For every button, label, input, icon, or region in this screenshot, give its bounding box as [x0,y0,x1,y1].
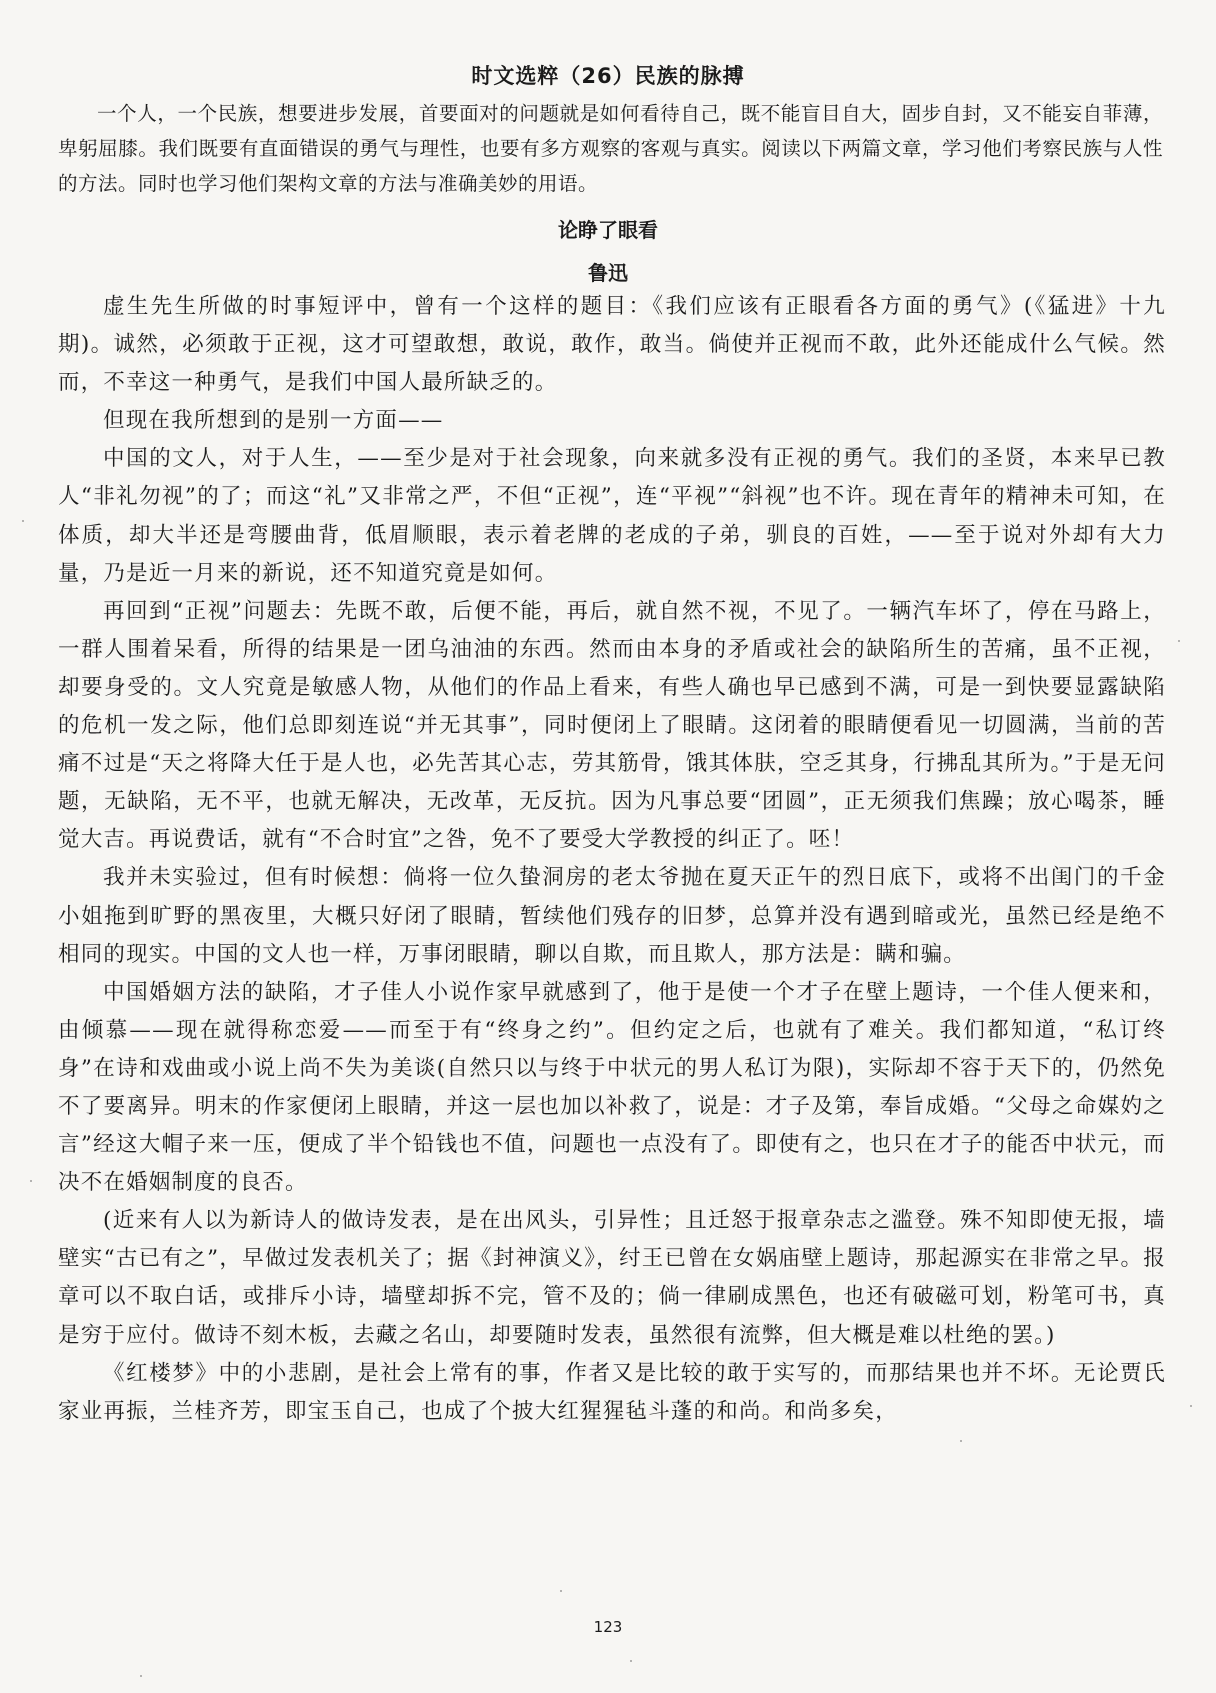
body-paragraph: 《红楼梦》中的小悲剧，是社会上常有的事，作者又是比较的敢于实写的，而那结果也并不坏。无论贾氏家业再振，兰桂齐芳，即宝玉自己，也成了个披大红猩猩毡斗蓬的和尚。和尚多矣， [58,1360,1166,1424]
page-number: 123 [593,1618,623,1636]
author-name: 鲁迅 [588,261,628,285]
body-paragraph: 再回到“正视”问题去：先既不敢，后便不能，再后，就自然不视，不见了。一辆汽车坏了，停在马路上，一群人围着呆看，所得的结果是一团乌油油的东西。然而由本身的矛盾或社会的缺陷所生的苦痛，虽不正视，却要身受的。文人究竟是敏感人物，从他们的作品上看来，有些人确也早已感到不满，可是一到快要显露缺陷的危机一发之际，他们总即刻连说“并无其事”，同时便闭上了眼睛。这闭着的眼睛便看见一切圆满，当前的苦痛不过是“天之将降大任于是人也，必先苦其心志，劳其筋骨，饿其体肤，空乏其身，行拂乱其所为。”于是无问题，无缺陷，无不平，也就无解决，无改革，无反抗。因为凡事总要“团圆”，正无须我们焦躁；放心喝茶，睡觉大吉。再说费话，就有“不合时宜”之咎，免不了要受大学教授的纠正了。呸！ [58,598,1166,853]
body-paragraph: 中国婚姻方法的缺陷，才子佳人小说作家早就感到了，他于是使一个才子在壁上题诗，一个佳人便来和，由倾慕——现在就得称恋爱——而至于有“终身之约”。但约定之后，也就有了难关。我们都知道，“私订终身”在诗和戏曲或小说上尚不失为美谈(自然只以与终于中状元的男人私订为限)，实际却不容于天下的，仍然免不了要离异。明末的作家便闭上眼睛，并这一层也加以补救了，说是：才子及第，奉旨成婚。“父母之命媒妁之言”经这大帽子来一压，便成了半个铅钱也不值，问题也一点没有了。即使有之，也只在才子的能否中状元，而决不在婚姻制度的良否。 [58,979,1166,1196]
body-paragraph: 虚生先生所做的时事短评中，曾有一个这样的题目：《我们应该有正眼看各方面的勇气》(《猛进》十九期)。诚然，必须敢于正视，这才可望敢想，敢说，敢作，敢当。倘使并正视而不敢，此外还能成什么气候。然而，不幸这一种勇气，是我们中国人最所缺乏的。 [58,294,1166,396]
body-paragraph: 但现在我所想到的是别一方面—— [103,408,444,434]
intro-paragraph: 一个人，一个民族，想要进步发展，首要面对的问题就是如何看待自己，既不能盲目自大，固步自封，又不能妄自菲薄，卑躬屈膝。我们既要有直面错误的勇气与理性，也要有多方观察的客观与真实。阅读以下两篇文章，学习他们考察民族与人性的方法。同时也学习他们架构文章的方法与准确美妙的用语。 [58,102,1163,195]
scan-speck [140,1675,142,1677]
scan-speck [630,1660,632,1662]
scan-speck [1190,1405,1192,1407]
body-paragraph: (近来有人以为新诗人的做诗发表，是在出风头，引异性；且迁怒于报章杂志之滥登。殊不知即使无报，墙壁实“古已有之”，早做过发表机关了；据《封神演义》，纣王已曾在女娲庙壁上题诗，那起源实在非常之早。报章可以不取白话，或排斥小诗，墙壁却拆不完，管不及的；倘一律刷成黑色，也还有破磁可划，粉笔可书，真是穷于应付。做诗不刻木板，去藏之名山，却要随时发表，虽然很有流弊，但大概是难以杜绝的罢。) [58,1208,1166,1348]
scan-speck [22,520,24,522]
page-title: 时文选粹（26）民族的脉搏 [471,64,745,88]
scan-speck [30,1180,32,1182]
article-title: 论睁了眼看 [558,218,658,242]
scan-speck [1178,640,1180,642]
scan-speck [960,1440,962,1442]
article-body [58,288,1166,1431]
body-paragraph: 中国的文人，对于人生，——至少是对于社会现象，向来就多没有正视的勇气。我们的圣贤，本来早已教人“非礼勿视”的了；而这“礼”又非常之严，不但“正视”，连“平视”“斜视”也不许。现在青年的精神未可知，在体质，却大半还是弯腰曲背，低眉顺眼，表示着老牌的老成的子弟，驯良的百姓，——至于说对外却有大力量，乃是近一月来的新说，还不知道究竟是如何。 [58,446,1166,586]
body-paragraph: 我并未实验过，但有时候想：倘将一位久蛰洞房的老太爷抛在夏天正午的烈日底下，或将不出闺门的千金小姐拖到旷野的黑夜里，大概只好闭了眼睛，暂续他们残存的旧梦，总算并没有遇到暗或光，虽然已经是绝不相同的现实。中国的文人也一样，万事闭眼睛，聊以自欺，而且欺人，那方法是：瞒和骗。 [58,865,1166,967]
scan-speck [560,1590,562,1592]
